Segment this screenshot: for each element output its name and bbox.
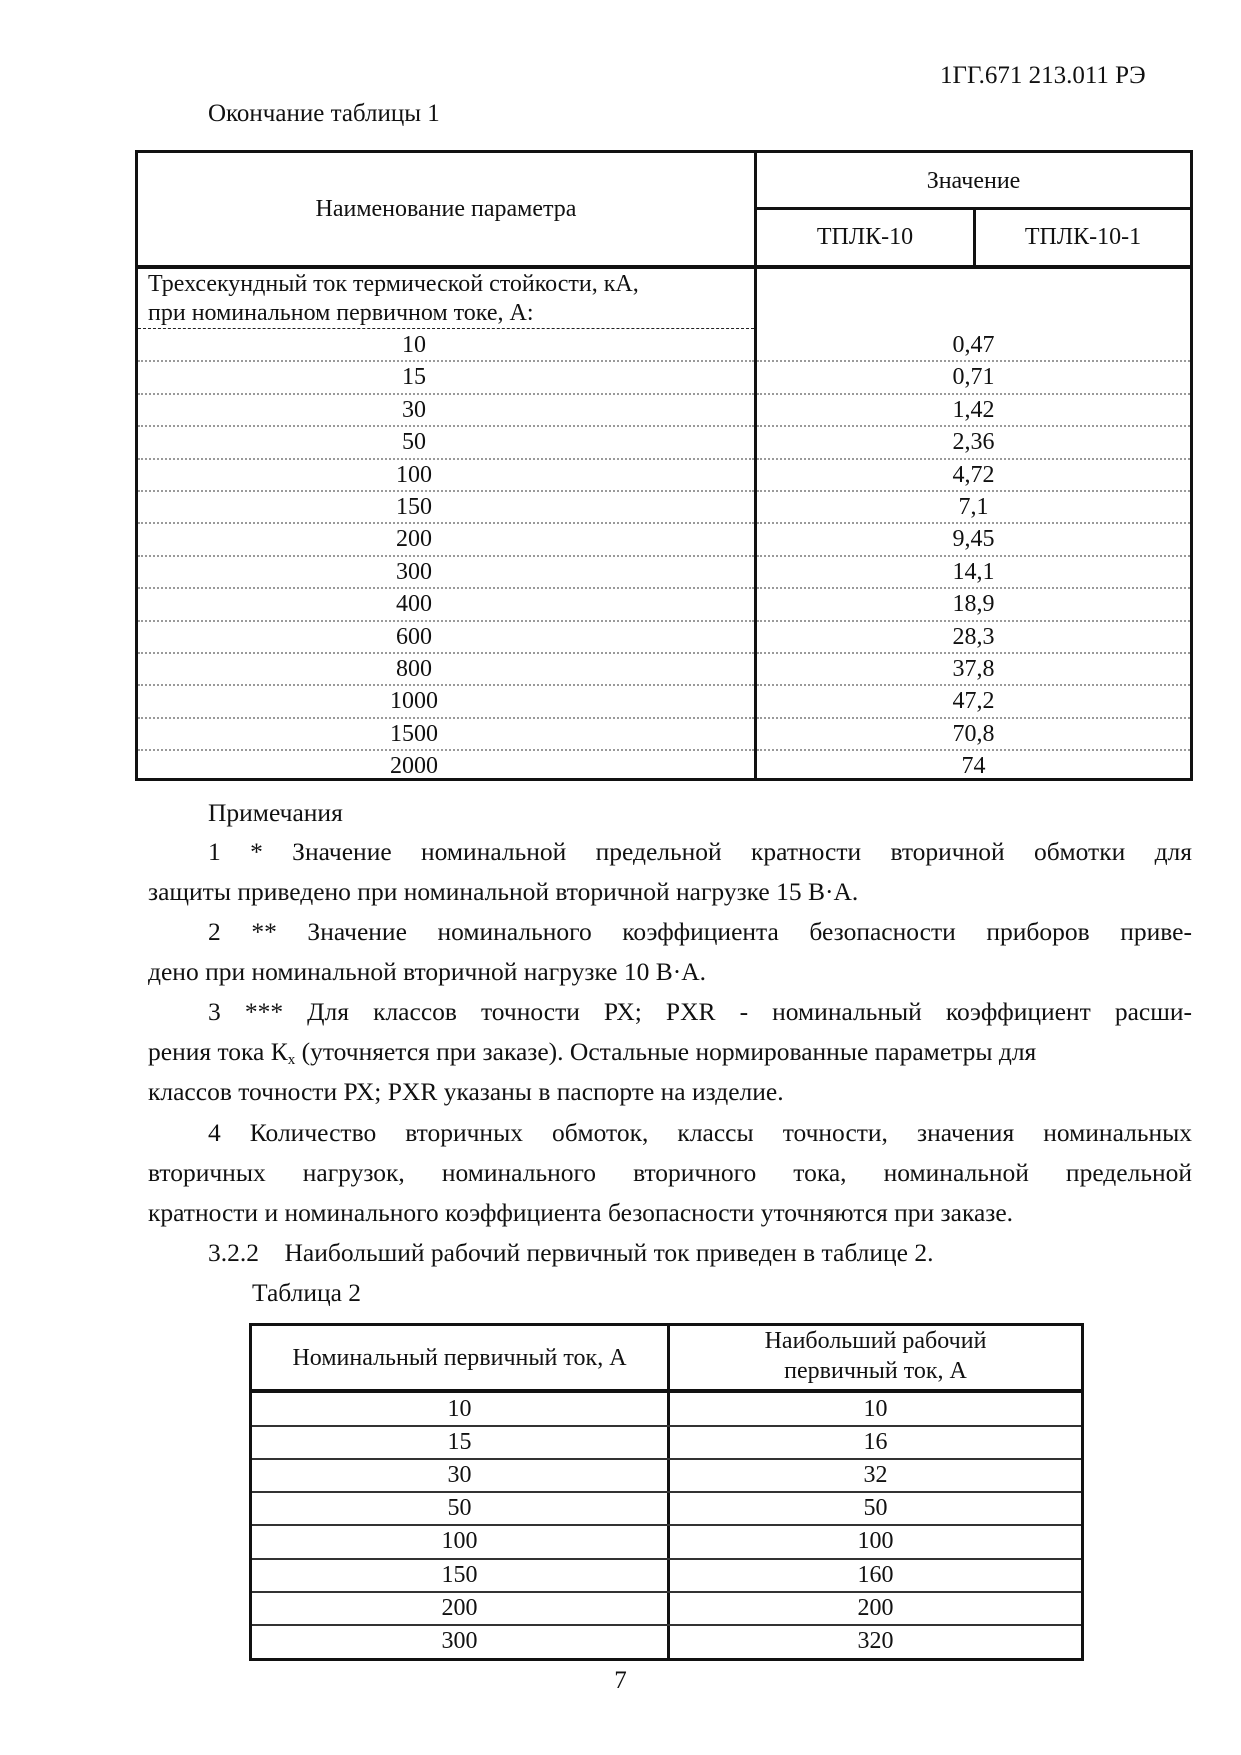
document-code: 1ГГ.671 213.011 РЭ [940,62,1146,89]
table1-row-current: 30 [402,396,426,423]
table1-row-current: 1500 [390,720,438,747]
table2-row-nominal: 150 [441,1561,478,1588]
table1-row-current: 10 [402,332,426,358]
table1-header-bottom [138,265,1190,269]
table2-row-nominal: 300 [441,1627,478,1654]
note-1-line-1: 1 * Значение номинальной предельной кратности вторичной обмотки для [208,837,1192,866]
notes-title: Примечания [208,798,343,827]
table2-row-max: 160 [857,1561,894,1588]
table2-row-nominal: 15 [447,1429,472,1456]
table1-row-value: 28,3 [952,623,995,650]
table1-row-current: 200 [396,526,432,553]
table2-caption: Таблица 2 [252,1278,362,1307]
table1-header-value: Значение [926,168,1021,194]
table1-row-value: 7,1 [958,494,989,520]
table1-param-title-line2: при номинальном первичном токе, А: [148,300,534,326]
note-4-line-1: 4 Количество вторичных обмоток, классы точности, значения номинальных [208,1118,1192,1147]
table1-row-value: 18,9 [952,591,995,618]
note-4-line-3: кратности и номинального коэффициента безопасности уточняются при заказе. [148,1198,1014,1227]
table1-header-tplk10: ТПЛК-10 [816,224,914,250]
table1-param-title-line1: Трехсекундный ток термической стойкости, кА, [148,271,639,297]
table1-row-value: 9,45 [952,526,995,553]
table1-row-current: 15 [402,364,426,391]
table1-row-value: 37,8 [952,656,995,682]
table1-header-tplk10-1: ТПЛК-10-1 [1024,224,1142,250]
table2-row-max: 320 [857,1627,894,1654]
table1-row-value: 2,36 [952,429,995,456]
table2-row-max: 16 [863,1429,888,1456]
table1-row-current: 50 [402,429,426,456]
table2-row-max: 50 [863,1495,888,1522]
table1-row-value: 47,2 [952,688,995,715]
table1-row-value: 74 [961,753,986,780]
table1-row-current: 600 [396,623,432,650]
table1-row-current: 400 [396,591,432,618]
table2-row-max: 200 [857,1594,894,1621]
table1-row-value: 1,42 [952,396,995,423]
table1-row-current: 150 [396,494,432,520]
note-3-line-3: классов точности РХ; PXR указаны в паспорте на изделие. [148,1077,784,1106]
table2-row-max: 100 [857,1528,894,1555]
table2-row-nominal: 100 [441,1528,478,1555]
table1-row-current: 300 [396,558,432,585]
table2-row-nominal: 200 [441,1594,478,1621]
table1-row-value: 4,72 [952,461,995,488]
table1-row-current: 800 [396,656,432,682]
table1-row-current: 100 [396,461,432,488]
section-3-2-2: 3.2.2 Наибольший рабочий первичный ток приведен в таблице 2. [208,1238,934,1267]
note-3-line-2-start: рения тока К [148,1037,288,1066]
table1-row-value: 14,1 [952,558,995,585]
note-2-line-2: дено при номинальной вторичной нагрузке 10 В·А. [148,957,707,986]
table2 [249,1323,1084,1661]
table2-row-max: 32 [863,1462,888,1489]
table2-row-nominal: 50 [447,1495,472,1522]
table2-header-max-line1: Наибольший рабочий [764,1328,987,1354]
table1-header-param: Наименование параметра [315,196,577,222]
note-4-line-2: вторичных нагрузок, номинального вторичного тока, номинальной предельной [148,1158,1192,1187]
table1-row-value: 70,8 [952,720,995,747]
note-3-line-2-rest: (уточняется при заказе). Остальные нормированные параметры для [295,1037,1037,1066]
note-2-line-1: 2 ** Значение номинального коэффициента безопасности приборов приве- [208,917,1192,946]
table2-row-nominal: 10 [447,1396,472,1422]
page-number: 7 [614,1667,627,1694]
table2-header-nominal: Номинальный первичный ток, А [292,1345,627,1371]
note-1-line-2: защиты приведено при номинальной вторичной нагрузке 15 В·А. [148,877,859,906]
table1-row-value: 0,47 [952,332,995,358]
kx-subscript: х [287,1052,296,1068]
table1-row-value: 0,71 [952,364,995,391]
table1-row-current: 1000 [390,688,438,715]
note-3-line-1: 3 *** Для классов точности РХ; PXR - номинальный коэффициент расши- [208,997,1192,1026]
table2-header-max-line2: первичный ток, А [784,1358,967,1384]
table1-caption: Окончание таблицы 1 [208,100,440,127]
table1 [135,150,1193,781]
table2-row-max: 10 [863,1396,888,1422]
table1-row-current: 2000 [390,753,438,780]
table2-row-nominal: 30 [447,1462,472,1489]
